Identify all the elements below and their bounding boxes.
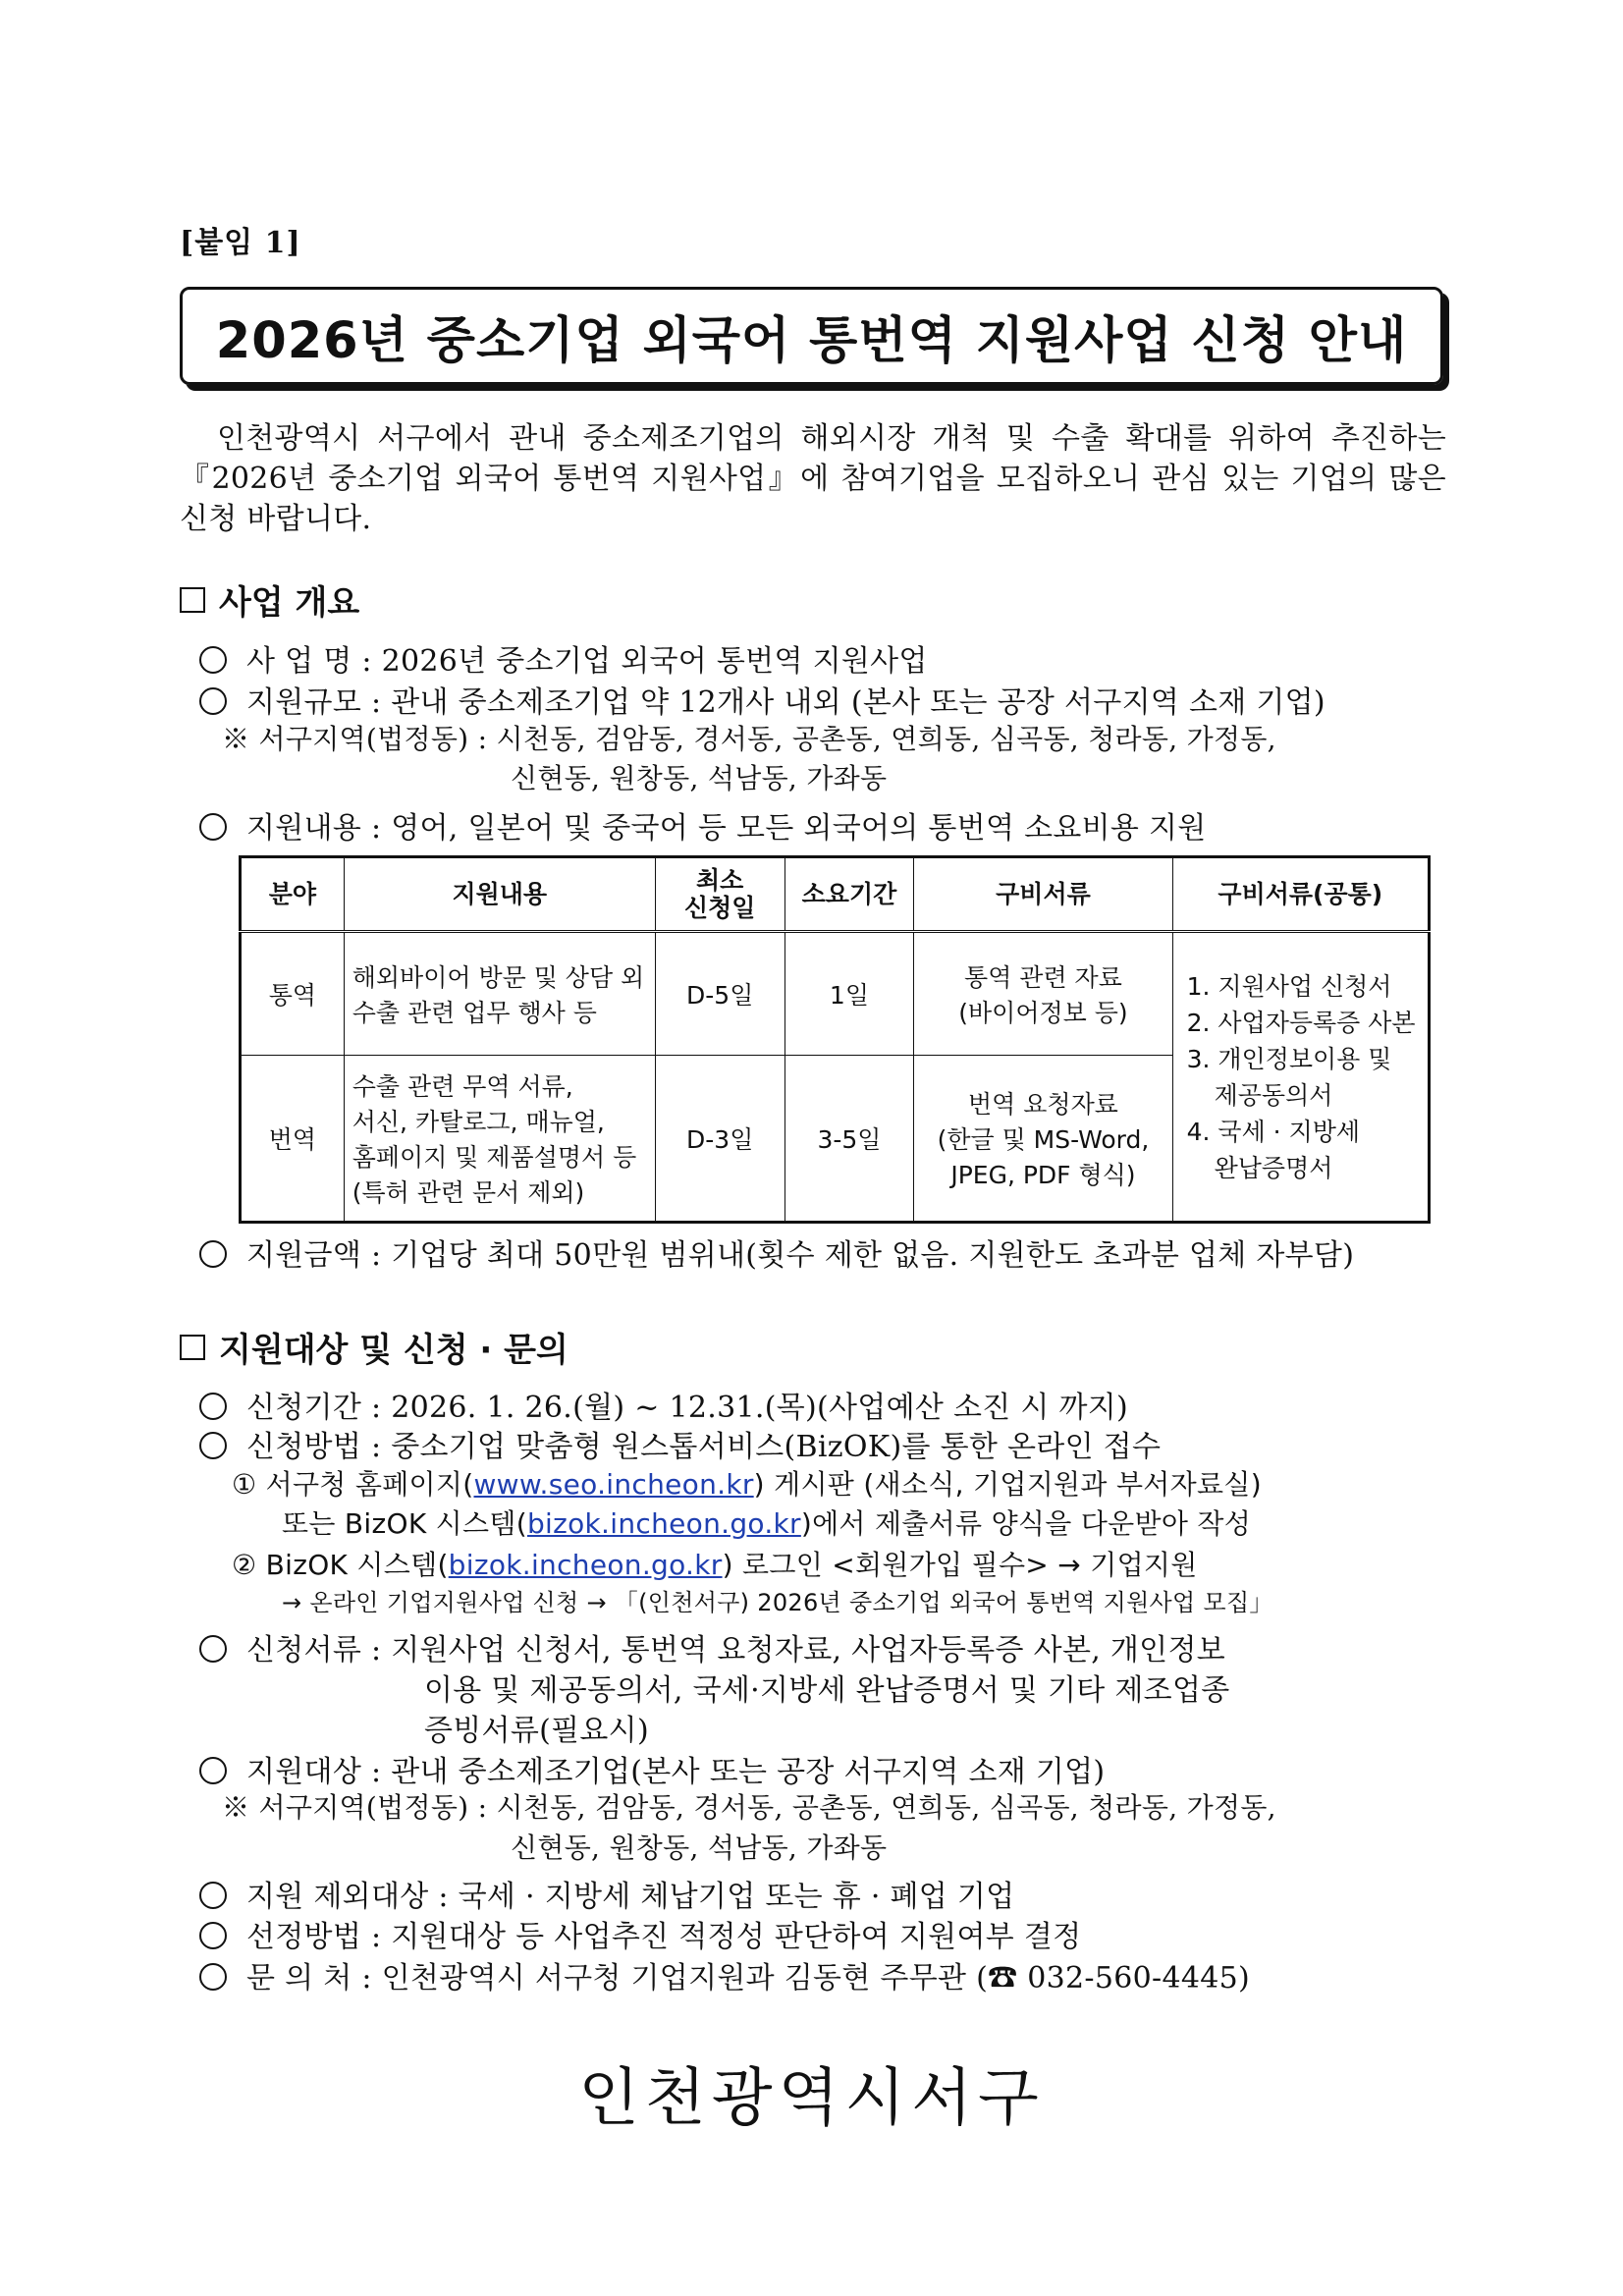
content-line: 해외바이어 방문 및 상담 외 [352, 963, 645, 992]
circle-bullet-icon [199, 1757, 227, 1784]
table-header [655, 857, 784, 932]
apply-docs-line-3: 증빙서류(필요시) [424, 1714, 649, 1748]
section-overview-heading [180, 575, 359, 624]
duration-cell: 3-5일 [784, 1056, 914, 1223]
table-header: 구비서류 [914, 857, 1172, 932]
common-doc-item: 2. 사업자등록증 사본 [1186, 1008, 1416, 1037]
step1-line-b [282, 1503, 1251, 1542]
field-cell: 통역 [241, 932, 345, 1056]
docs-line: (한글 및 MS-Word, [937, 1125, 1150, 1154]
contact-value: 인천광역시 서구청 기업지원과 김동현 주무관 (☎ 032-560-4445) [381, 1961, 1250, 1995]
page-title: 2026년 중소기업 외국어 통번역 지원사업 신청 안내 [215, 312, 1408, 370]
name-label: 사 업 명 [246, 644, 352, 679]
content-cell [344, 1056, 655, 1223]
square-bullet-icon [180, 587, 205, 613]
overview-content-line: 지원내용 : 영어, 일본어 및 중국어 등 모든 외국어의 통번역 소요비용 지원 [199, 803, 1207, 847]
docs-value-1: 지원사업 신청서, 통번역 요청자료, 사업자등록증 사본, 개인정보 [391, 1633, 1226, 1667]
circle-bullet-icon [199, 1922, 227, 1949]
apply-period-line: 신청기간 : 2026. 1. 26.(월) ~ 12.31.(목)(사업예산 소진 시 까지) [199, 1383, 1128, 1426]
step2-line-a [232, 1544, 1198, 1583]
duration-cell: 1일 [784, 932, 914, 1056]
circle-bullet-icon [199, 1432, 227, 1459]
apply-contact-line: 문 의 처 : 인천광역시 서구청 기업지원과 김동현 주무관 (☎ 032-560-4445) [199, 1953, 1250, 1996]
docs-line: (바이어정보 등) [958, 999, 1128, 1027]
table-header-text: 최소 신청일 [683, 865, 756, 922]
content-line: 홈페이지 및 제품설명서 등 [352, 1143, 637, 1172]
step2-line-b: → 온라인 기업지원사업 신청 → 「(인천서구) 2026년 중소기업 외국어 통번역 지원사업 모집」 [282, 1589, 1273, 1616]
step2-text-a: BizOK 시스템( [265, 1549, 449, 1581]
name-value: 2026년 중소기업 외국어 통번역 지원사업 [381, 644, 928, 679]
common-doc-item: 1. 지원사업 신청서 [1186, 971, 1392, 1001]
bizok-link[interactable]: bizok.incheon.go.kr [448, 1549, 723, 1581]
section-overview-title: 사업 개요 [219, 583, 360, 623]
step1-text-c: 또는 BizOK 시스템( [282, 1507, 527, 1540]
docs-line: 번역 요청자료 [968, 1090, 1118, 1119]
intro-text: 인천광역시 서구에서 관내 중소제조기업의 해외시장 개척 및 수출 확대를 위하여 추진하는 『2026년 중소기업 외국어 통번역 지원사업』에 참여기업을 모집하오니 관심 있는 기업의 많은 신청 바랍니다. [180, 421, 1446, 536]
apply-region-note: ※ 서구지역(법정동) : 시천동, 검암동, 경서동, 공촌동, 연희동, 심곡동, 청라동, 가정동, [222, 1791, 1276, 1824]
apply-target-line: 지원대상 : 관내 중소제조기업(본사 또는 공장 서구지역 소재 기업) [199, 1747, 1105, 1790]
apply-method-line: 신청방법 : 중소기업 맞춤형 원스톱서비스(BizOK)를 통한 온라인 접수 [199, 1422, 1161, 1465]
amount-label: 지원금액 [246, 1238, 362, 1273]
circle-bullet-icon [199, 1882, 227, 1909]
table-header: 분야 [241, 857, 345, 932]
content-line: 서신, 카탈로그, 매뉴얼, [352, 1108, 605, 1136]
select-label: 선정방법 [246, 1920, 362, 1954]
apply-docs-line: 신청서류 : 지원사업 신청서, 통번역 요청자료, 사업자등록증 사본, 개인정보 [199, 1625, 1225, 1668]
step1-text-d: )에서 제출서류 양식을 다운받아 작성 [800, 1507, 1252, 1540]
common-docs-cell [1172, 932, 1429, 1223]
content-line: 수출 관련 업무 행사 등 [352, 999, 597, 1027]
content-value: 영어, 일본어 및 중국어 등 모든 외국어의 통번역 소요비용 지원 [391, 811, 1207, 846]
table-header: 지원내용 [344, 857, 655, 932]
bizok-link[interactable]: bizok.incheon.go.kr [526, 1507, 801, 1540]
support-table [239, 855, 1431, 1224]
table-row [241, 932, 1430, 1056]
apply-region-note-cont: 신현동, 원창동, 석남동, 가좌동 [511, 1831, 888, 1864]
section-apply-heading [180, 1323, 568, 1371]
docs-cell [914, 1056, 1172, 1223]
target-label: 지원대상 [246, 1755, 362, 1789]
circle-bullet-icon [199, 1635, 227, 1663]
circle-bullet-icon [199, 687, 227, 715]
select-value: 지원대상 등 사업추진 적정성 판단하여 지원여부 결정 [391, 1920, 1082, 1954]
contact-label: 문 의 처 [246, 1961, 352, 1995]
circle-bullet-icon [199, 1963, 227, 1991]
overview-amount-line: 지원금액 : 기업당 최대 50만원 범위내(횟수 제한 없음. 지원한도 초과분 업체 자부담) [199, 1230, 1354, 1274]
common-doc-item: 4. 국세 · 지방세 [1186, 1117, 1361, 1146]
section-apply-title: 지원대상 및 신청 · 문의 [219, 1331, 568, 1370]
circle-bullet-icon [199, 646, 227, 674]
square-bullet-icon [180, 1335, 205, 1360]
docs-label: 신청서류 [246, 1633, 362, 1667]
step2-text-b: ) 로그인 <회원가입 필수> → 기업지원 [722, 1549, 1198, 1581]
scale-value: 관내 중소제조기업 약 12개사 내외 (본사 또는 공장 서구지역 소재 기업) [391, 685, 1325, 720]
content-cell [344, 932, 655, 1056]
target-value: 관내 중소제조기업(본사 또는 공장 서구지역 소재 기업) [391, 1755, 1106, 1789]
min-date-cell: D-3일 [655, 1056, 784, 1223]
title-box [180, 287, 1443, 385]
common-doc-item: 완납증명서 [1214, 1153, 1333, 1182]
min-date-cell: D-5일 [655, 932, 784, 1056]
period-value: 2026. 1. 26.(월) ~ 12.31.(목)(사업예산 소진 시 까지) [391, 1391, 1129, 1425]
apply-exclude-line: 지원 제외대상 : 국세 · 지방세 체납기업 또는 휴 · 폐업 기업 [199, 1872, 1014, 1915]
docs-line: JPEG, PDF 형식) [950, 1161, 1136, 1189]
common-doc-item: 제공동의서 [1214, 1080, 1333, 1110]
table-header-row [241, 857, 1430, 932]
attachment-label: [붙임 1] [180, 226, 301, 260]
step1-line-a [232, 1463, 1262, 1503]
overview-region-note-cont: 신현동, 원창동, 석남동, 가좌동 [511, 762, 888, 794]
scale-label: 지원규모 [246, 685, 362, 720]
step1-text-a: 서구청 홈페이지( [265, 1468, 474, 1501]
exclude-label: 지원 제외대상 [246, 1880, 429, 1914]
period-label: 신청기간 [246, 1391, 362, 1425]
common-doc-item: 3. 개인정보이용 및 [1186, 1044, 1392, 1073]
step2-number: ② [232, 1549, 257, 1581]
docs-cell [914, 932, 1172, 1056]
amount-value: 기업당 최대 50만원 범위내(횟수 제한 없음. 지원한도 초과분 업체 자부담) [391, 1238, 1355, 1273]
circle-bullet-icon [199, 813, 227, 841]
circle-bullet-icon [199, 1240, 227, 1268]
step1-text-b: ) 게시판 (새소식, 기업지원과 부서자료실) [753, 1468, 1262, 1501]
field-cell: 번역 [241, 1056, 345, 1223]
method-label: 신청방법 [246, 1430, 362, 1464]
content-line: (특허 관련 문서 제외) [352, 1178, 585, 1207]
overview-scale-line: 지원규모 : 관내 중소제조기업 약 12개사 내외 (본사 또는 공장 서구지역 소재 기업) [199, 678, 1325, 721]
method-value: 중소기업 맞춤형 원스톱서비스(BizOK)를 통한 온라인 접수 [391, 1430, 1162, 1464]
intro-paragraph [180, 418, 1446, 539]
circle-bullet-icon [199, 1393, 227, 1420]
overview-region-note: ※ 서구지역(법정동) : 시천동, 검암동, 경서동, 공촌동, 연희동, 심곡동, 청라동, 가정동, [222, 723, 1276, 755]
table-header: 소요기간 [784, 857, 914, 932]
table-header: 구비서류(공통) [1172, 857, 1429, 932]
content-label: 지원내용 [246, 811, 362, 846]
apply-docs-line-2: 이용 및 제공동의서, 국세·지방세 완납증명서 및 기타 제조업종 [424, 1673, 1230, 1708]
apply-select-line: 선정방법 : 지원대상 등 사업추진 적정성 판단하여 지원여부 결정 [199, 1912, 1081, 1955]
exclude-value: 국세 · 지방세 체납기업 또는 휴 · 폐업 기업 [458, 1880, 1015, 1914]
seo-homepage-link[interactable]: www.seo.incheon.kr [473, 1468, 754, 1501]
step1-number: ① [232, 1468, 257, 1501]
issuer-signature: 인천광역시서구 [578, 2062, 1045, 2135]
overview-name-line: 사 업 명 : 2026년 중소기업 외국어 통번역 지원사업 [199, 636, 928, 680]
content-line: 수출 관련 무역 서류, [352, 1072, 573, 1101]
docs-line: 통역 관련 자료 [964, 963, 1122, 992]
